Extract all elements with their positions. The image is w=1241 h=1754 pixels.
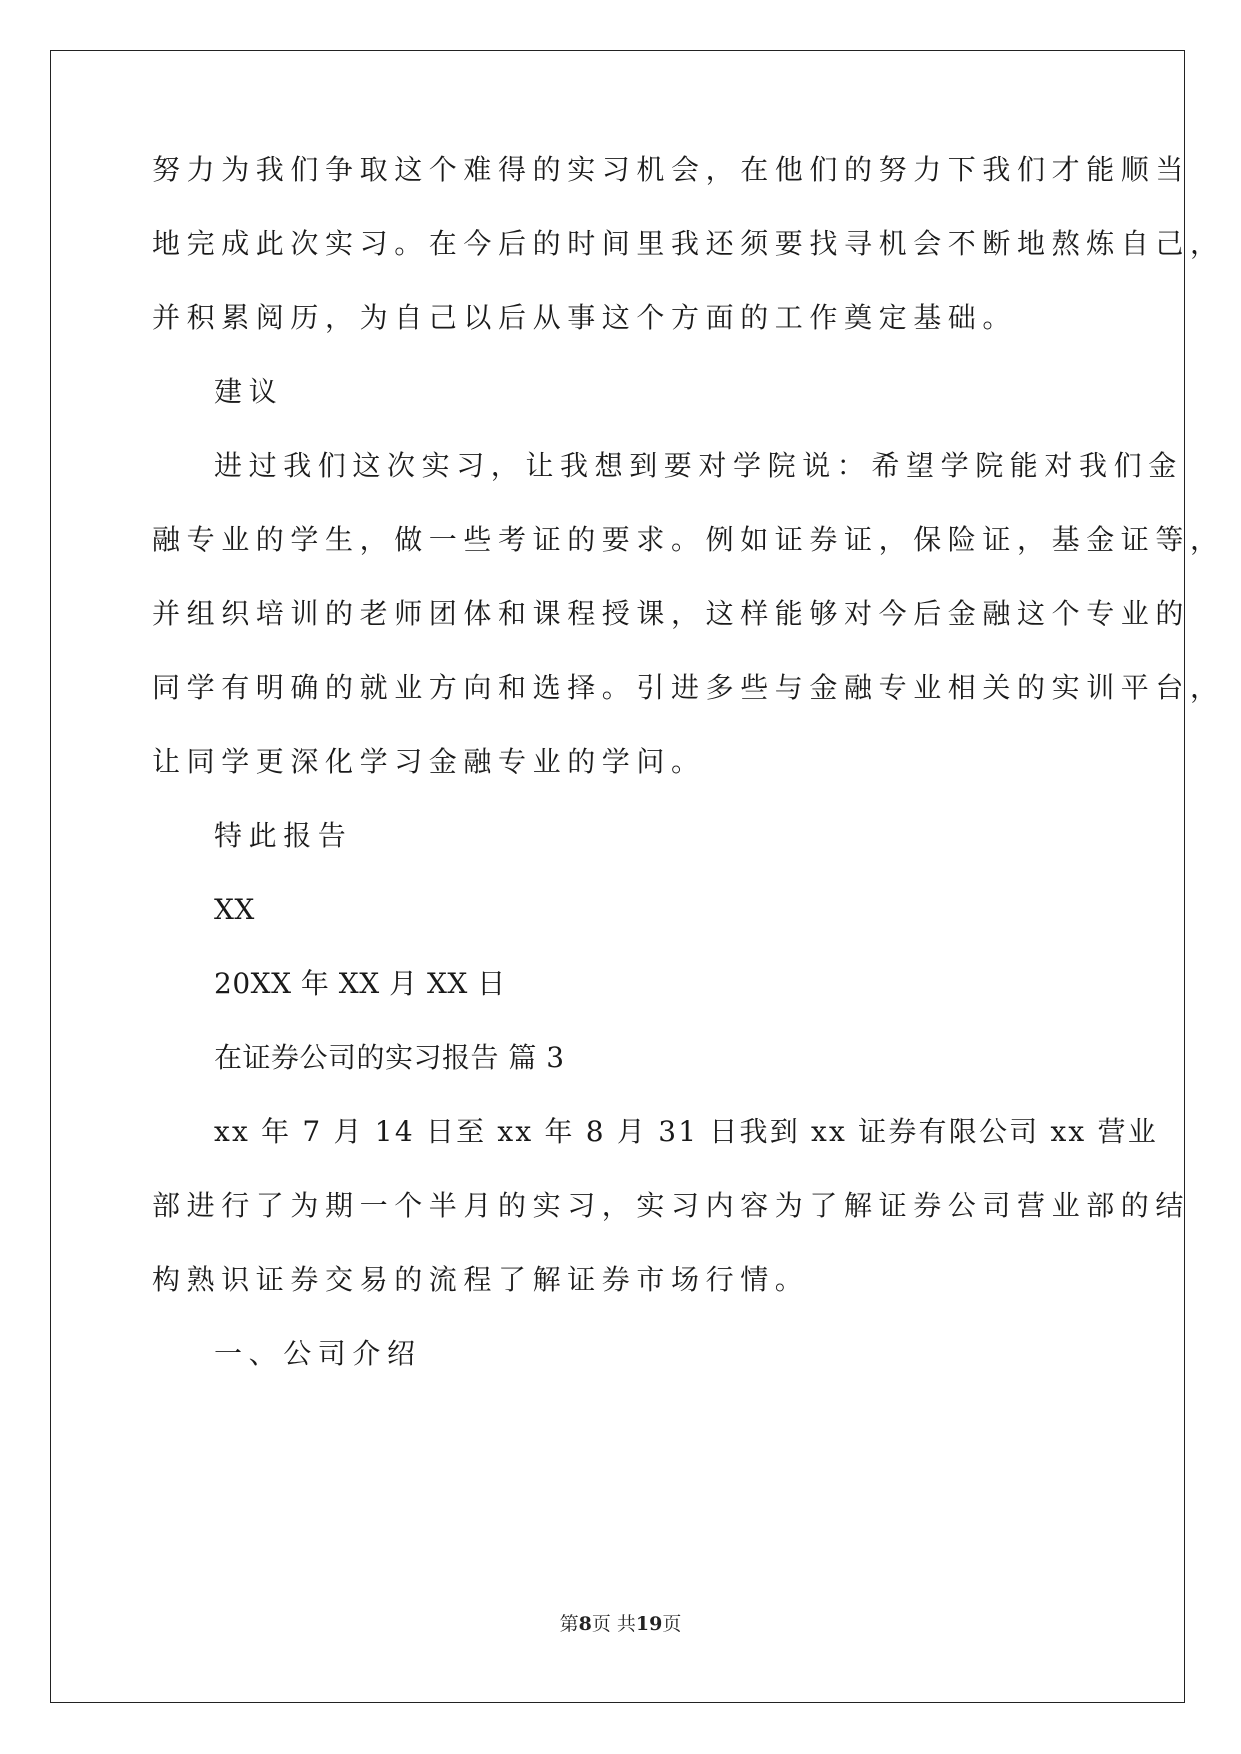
footer-page-number: 8 [578, 1613, 592, 1635]
signature-line: XX [214, 893, 255, 926]
body-line: xx 年 7 月 14 日至 xx 年 8 月 31 日我到 xx 证券有限公司 xx 营业 [214, 1115, 1158, 1148]
date-line: 20XX 年 XX 月 XX 日 [214, 967, 506, 1000]
section-heading: 一、公司介绍 [214, 1337, 422, 1370]
footer-mid: 页 共 [591, 1613, 636, 1635]
page-footer [0, 1611, 1241, 1637]
body-line: 努力为我们争取这个难得的实习机会，在他们的努力下我们才能顺当 [152, 153, 1191, 186]
body-line: 进过我们这次实习，让我想到要对学院说：希望学院能对我们金 [214, 449, 1183, 482]
body-line: 并积累阅历，为自己以后从事这个方面的工作奠定基础。 [152, 301, 1018, 334]
body-line: 地完成此次实习。在今后的时间里我还须要找寻机会不断地熬炼自己， [152, 227, 1225, 260]
section-heading: 建议 [214, 375, 284, 408]
body-line: 同学有明确的就业方向和选择。引进多些与金融专业相关的实训平台， [152, 671, 1225, 704]
body-line: 并组织培训的老师团体和课程授课，这样能够对今后金融这个专业的 [152, 597, 1191, 630]
body-line: 部进行了为期一个半月的实习，实习内容为了解证券公司营业部的结 [152, 1189, 1191, 1222]
footer-prefix: 第 [559, 1613, 579, 1635]
body-line: 让同学更深化学习金融专业的学问。 [152, 745, 706, 778]
report-title: 在证券公司的实习报告 篇 3 [214, 1041, 565, 1074]
footer-total-pages: 19 [635, 1613, 663, 1635]
body-line: 融专业的学生，做一些考证的要求。例如证券证，保险证，基金证等， [152, 523, 1225, 556]
footer-suffix: 页 [662, 1613, 682, 1635]
body-line: 构熟识证券交易的流程了解证券市场行情。 [152, 1263, 810, 1296]
closing-line: 特此报告 [214, 819, 353, 852]
